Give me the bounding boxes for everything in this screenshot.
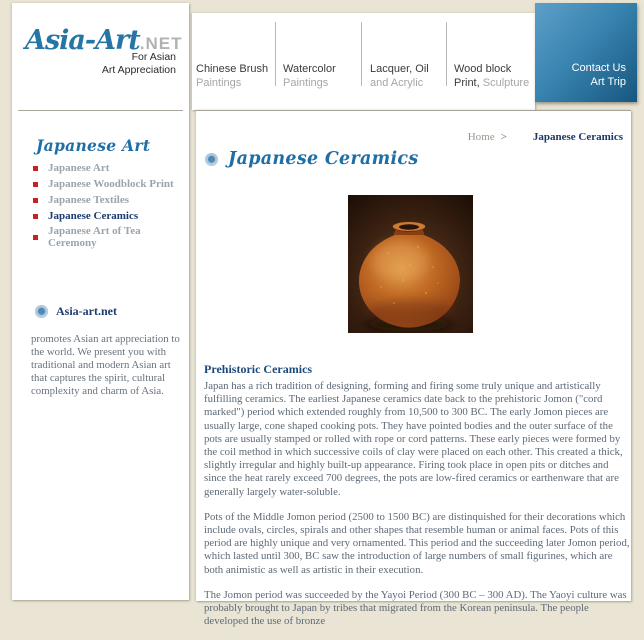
red-square-bullet-icon (33, 166, 38, 171)
sidebar-item-japanese-art-of-tea-ceremony[interactable] (33, 224, 183, 250)
sidebar-about-text: promotes Asian art appreciation to the world. We present you with traditional and modern Asian art that captures the spirit, cultural complexity and charm of Asia. (31, 333, 180, 397)
left-column (12, 3, 189, 600)
page-title: Japanese Ceramics (228, 149, 419, 169)
main-content (196, 110, 631, 628)
nav-tab-lacquer-oil-acrylic[interactable] (370, 62, 429, 90)
sidebar-item-japanese-woodblock-print[interactable] (33, 176, 183, 192)
contact-us-label: Contact Us (571, 62, 626, 74)
red-square-bullet-icon (33, 214, 38, 219)
sidebar-about-title[interactable]: Asia-art.net (56, 304, 117, 318)
nav-tab-watercolor-paintings[interactable] (283, 62, 336, 90)
sidebar-top-divider (18, 110, 183, 111)
nav-tab-sub-light: Sculpture (479, 77, 530, 89)
site-tagline-line2: Art Appreciation (101, 64, 176, 76)
nav-tab-title: Chinese Brush (196, 63, 269, 75)
nav-tab-woodblock-print-sculpture[interactable] (454, 62, 529, 90)
sidebar-item-label: Japanese Textiles (48, 193, 129, 206)
nav-tab-sub-light: Paintings (283, 77, 329, 89)
breadcrumb-home-link[interactable]: Home (467, 131, 495, 143)
nav-tab-chinese-brush-paintings[interactable] (196, 62, 268, 90)
top-nav (192, 13, 535, 110)
art-trip-label: Art Trip (590, 75, 626, 88)
article-paragraph: Pots of the Middle Jomon period (2500 to 1500 BC) are distinquished for their decorations which include ovals, circles, spirals and other shapes that resemble human or animal faces. Pots of this period are highly unique and very ornamented. This period and the succeeding later Jomon period, which lasted until 300, BC saw the introduction of large numbers of small figurines, which are both animistic as well as artistic in their execution. (204, 510, 630, 576)
breadcrumb (468, 131, 623, 143)
nav-divider (275, 22, 276, 86)
nav-tab-title: Wood block (454, 63, 512, 75)
sidebar-about-header (35, 304, 117, 319)
article-paragraph: The Jomon period was succeeded by the Yayoi Period (300 BC – 300 AD). The Yaoyi culture was probably brought to Japan by tribes that migrated from the Korean peninsula. The people developed the use of bronze (204, 588, 627, 628)
sidebar-menu (33, 160, 183, 250)
contact-us-art-trip-button[interactable] (535, 3, 637, 102)
contact-box-text (572, 62, 626, 89)
page-title-row (205, 149, 419, 169)
article-paragraph: Japan has a rich tradition of designing, forming and firing some truly unique and artistically fulfilling ceramics. The earliest Japanese ceramics date back to the prehistoric Jomon ("cord marked") period which extended roughly from 10,500 to 300 BC. The early Jomon pieces are usually large, cone shaped cooking pots. They have pointed bodies and the outer surface of the pots are usually stamped or rolled with rope or cord patterns. These early pieces were formed by the coil method in which successive coils of clay were placed on each other. This created a thick, slightly irregular and highly built-up appearance. Firing took place in open pits or ditches and since the heat rarely exceed 700 degrees, the pots are low-fired ceramics or earthenware that are generally largely water-soluble. (204, 380, 623, 498)
site-tagline-line1: For Asian (131, 51, 176, 63)
sidebar-item-japanese-art[interactable] (33, 160, 183, 176)
article-body (204, 380, 630, 640)
blue-dot-bullet-icon (205, 153, 218, 166)
sidebar-item-label: Japanese Art of Tea Ceremony (48, 224, 141, 249)
nav-tab-sub-dark: Print, (454, 77, 480, 89)
site-logo-name: Asia-Art (25, 25, 140, 56)
site-tagline (102, 51, 176, 77)
site-logo-suffix: .NET (139, 34, 183, 53)
sidebar-item-label: Japanese Art (48, 161, 110, 174)
sidebar-item-japanese-ceramics[interactable] (33, 208, 183, 224)
red-square-bullet-icon (33, 235, 38, 240)
nav-tab-sub-light: and Acrylic (370, 77, 424, 89)
breadcrumb-current: Japanese Ceramics (532, 131, 623, 143)
sidebar-item-label: Japanese Woodblock Print (48, 177, 174, 190)
nav-divider (361, 22, 362, 86)
sidebar-heading: Japanese Art (36, 136, 151, 155)
red-square-bullet-icon (33, 198, 38, 203)
nav-tab-sub-light: Paintings (196, 77, 242, 89)
red-square-bullet-icon (33, 182, 38, 187)
nav-tab-title: Watercolor (283, 63, 336, 75)
sidebar-item-japanese-textiles[interactable] (33, 192, 183, 208)
ceramic-pot-image (348, 195, 473, 333)
sidebar-item-label: Japanese Ceramics (48, 209, 139, 222)
breadcrumb-separator: > (500, 131, 507, 143)
nav-divider (446, 22, 447, 86)
nav-tab-title: Lacquer, Oil (370, 63, 429, 75)
blue-dot-bullet-icon (35, 305, 48, 318)
section-heading: Prehistoric Ceramics (204, 362, 313, 376)
